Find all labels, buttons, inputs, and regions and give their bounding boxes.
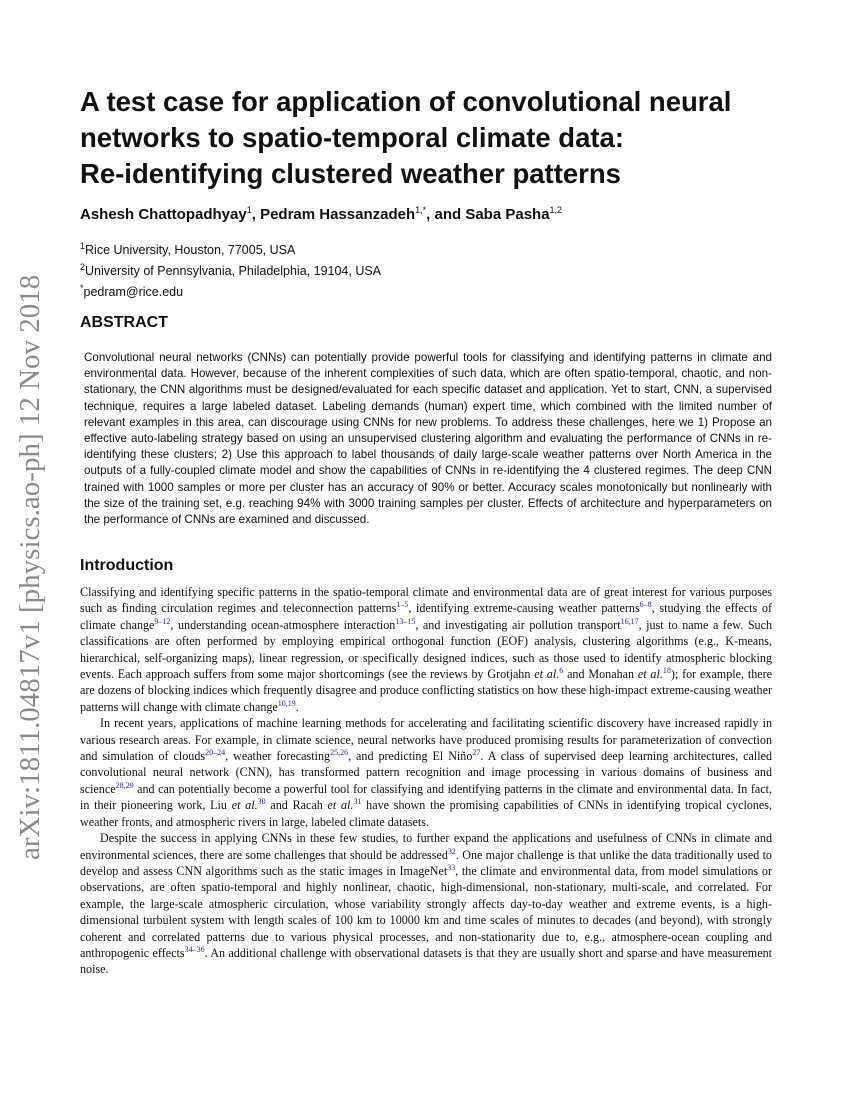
- body-text: , weather forecasting: [225, 749, 331, 764]
- citation-link[interactable]: 30: [257, 797, 266, 807]
- body-text: , just to name a few. Such classifications are often performed by employing empirical orthogonal function (EOF) analysis, clustering algorithms (e.g., K-means, hierarchical, self-organizing maps), linear regression, or specifically designed indices, such as those used to identify atmospheric blocking events. Each approach suffers from some major shortcomings (see the reviews by Grotjahn: [80, 617, 773, 682]
- body-text: ); for example, there are dozens of blocking indices which frequently disagree and produce conflicting statistics on how these high-impact extreme-causing weather patterns will change with climate change: [80, 667, 773, 714]
- citation-link[interactable]: 25,26: [330, 748, 349, 758]
- body-text: Despite the success in applying CNNs in these few studies, to further expand the applications and usefulness of CNNs in climate and environmental sciences, there are some challenges that should be addressed: [80, 831, 772, 862]
- body-text: and Monahan: [563, 667, 638, 682]
- citation-link[interactable]: 34–36: [184, 944, 205, 954]
- body-paragraph: [80, 715, 772, 830]
- citation-link[interactable]: 10,19: [277, 698, 296, 708]
- citation-link[interactable]: 32: [447, 846, 456, 856]
- citation-link[interactable]: 28,29: [115, 780, 134, 790]
- abstract-body: Convolutional neural networks (CNNs) can potentially provide powerful tools for classifying and identifying patterns in climate and environmental data. However, because of the inherent complexities of such data, which are often spatio-temporal, chaotic, and non-stationary, the CNN algorithms must be designed/evaluated for each specific dataset and application. Yet to start, CNN, a supervised technique, requires a large labeled dataset. Labeling demands (human) expert time, which combined with the limited number of relevant examples in this area, can discourage using CNNs for new problems. To address these challenges, here we 1) Propose an effective auto-labeling strategy based on using an unsupervised clustering algorithm and evaluating the performance of CNNs in re-identifying these clusters; 2) Use this approach to label thousands of daily large-scale weather patterns over North America in the outputs of a fully-coupled climate model and show the capabilities of CNNs in re-identifying the 4 clustered regimes. The deep CNN trained with 1000 samples or more per cluster has an accuracy of 90% or better. Accuracy scales monotonically but nonlinearly with the size of the training set, e.g. reaching 94% with 3000 training samples per cluster. Effects of architecture and hyperparameters on the performance of CNNs are examined and discussed.: [84, 351, 772, 527]
- affiliation-text: Rice University, Houston, 77005, USA: [85, 243, 296, 258]
- body-text: , and investigating air pollution transport: [415, 617, 621, 632]
- title-line: A test case for application of convolutional neural: [80, 86, 732, 117]
- affiliation-item: [80, 259, 780, 280]
- introduction-heading: Introduction: [80, 557, 174, 574]
- citation-link[interactable]: 27: [472, 748, 481, 758]
- italic-text: et al.: [637, 667, 663, 682]
- citation-link[interactable]: 20–24: [205, 748, 226, 758]
- email-text: pedram@rice.edu: [83, 285, 184, 300]
- body-text: have shown the promising capabilities of CNNs in identifying tropical cyclones, weather fronts, and atmospheric rivers in large, labeled climate datasets.: [80, 798, 773, 829]
- author-affiliation-mark: 1,*: [415, 205, 427, 215]
- citation-link[interactable]: 31: [353, 797, 362, 807]
- body-text: . One major challenge is that unlike the data traditionally used to develop and assess CNN algorithms such as the static images in ImageNet: [80, 847, 772, 878]
- affiliation-mark: 1: [80, 241, 86, 251]
- body-text: , studying the effects of climate change: [80, 601, 773, 632]
- author-name: Pedram Hassanzadeh: [260, 206, 416, 223]
- body-text: . An additional challenge with observational datasets is that they are usually short and sparse and have measurement noise.: [80, 945, 772, 977]
- body-text: and Racah: [265, 798, 328, 813]
- body-text: and can potentially become a powerful tool for classifying and identifying patterns in the climate and environmental data. In fact, in their pioneering work, Liu: [80, 781, 772, 813]
- affiliation-item: [80, 238, 780, 259]
- body-text: .: [295, 699, 299, 714]
- citation-link[interactable]: 13–15: [395, 616, 416, 626]
- body-paragraph: [80, 584, 772, 715]
- body-text: , understanding ocean-atmosphere interaction: [170, 617, 396, 632]
- affiliation-mark: 2: [80, 262, 86, 273]
- italic-text: et al.: [327, 798, 354, 813]
- affiliation-mark: *: [80, 283, 84, 294]
- author-name: Saba Pasha: [465, 206, 550, 223]
- author-separator: ,: [251, 206, 261, 223]
- paper-title: [80, 84, 780, 192]
- title-line: Re-identifying clustered weather patterns: [80, 158, 621, 189]
- affiliation-text: University of Pennsylvania, Philadelphia, 19104, USA: [85, 264, 382, 279]
- italic-text: et al.: [231, 798, 258, 813]
- citation-link[interactable]: 6–8: [639, 600, 652, 610]
- body-text: , identifying extreme-causing weather patterns: [408, 601, 640, 616]
- abstract-heading: ABSTRACT: [80, 314, 168, 331]
- introduction-body: [80, 584, 772, 978]
- citation-link[interactable]: 6: [559, 666, 564, 675]
- author-list: [80, 200, 780, 225]
- citation-link[interactable]: 9–12: [154, 616, 171, 626]
- citation-link[interactable]: 18: [662, 666, 671, 675]
- body-text: Classifying and identifying specific patterns in the spatio-temporal climate and environmental data are of great interest for various purposes such as finding circulation regimes and teleconnection patterns: [80, 585, 772, 616]
- body-text: . A class of supervised deep learning architectures, called convolutional neural network (CNN), has transformed pattern recognition and image processing in various domains of business and science: [80, 749, 772, 796]
- body-text: , the climate and environmental data, from model simulations or observations, are often spatio-temporal and highly nonlinear, chaotic, high-dimensional, non-stationary, multi-scale, and correlated. For example, the large-scale atmospheric circulation, whose variability strongly affects day-to-day weather and extreme events, is a high-dimensional turbulent system with length scales of 100 km to 10000 km and time scales of minutes to decades (and beyond), with strongly coherent and correlated patterns due to various physical processes, and non-stationarity due to, e.g., atmosphere-ocean coupling and anthropogenic effects: [80, 863, 772, 960]
- citation-link[interactable]: 16,17: [620, 616, 639, 626]
- body-text: , and predicting El Niño: [348, 749, 473, 764]
- title-line: networks to spatio-temporal climate data:: [80, 122, 624, 153]
- author-affiliation-mark: 1: [246, 205, 252, 215]
- author-name: Ashesh Chattopadhyay: [80, 206, 247, 223]
- author-affiliation-mark: 1,2: [549, 205, 563, 215]
- arxiv-identifier-stamp: arXiv:1811.04817v1 [physics.ao-ph] 12 Nov 2018: [14, 274, 46, 860]
- citation-link[interactable]: 1–5: [396, 600, 409, 610]
- corresponding-email: [80, 280, 780, 301]
- author-separator: , and: [426, 206, 466, 223]
- citation-link[interactable]: 33: [447, 862, 456, 872]
- italic-text: et al.: [534, 667, 560, 682]
- body-text: In recent years, applications of machine learning methods for accelerating and facilitating scientific discovery have increased rapidly in various research areas. For example, in climate science, neural networks have produced promising results for parameterization of convection and simulation of clouds: [80, 716, 772, 764]
- affiliation-list: [80, 238, 780, 301]
- body-paragraph: [80, 830, 772, 978]
